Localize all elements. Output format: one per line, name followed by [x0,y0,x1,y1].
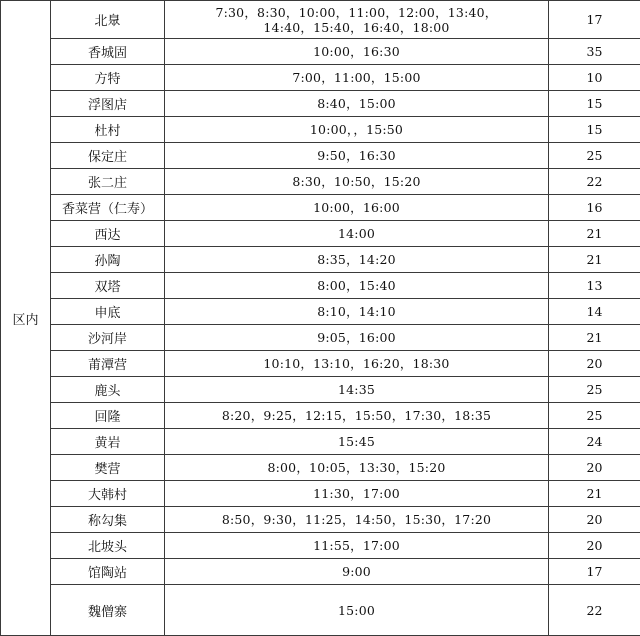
departure-times-line: 14:35 [167,382,546,397]
schedule-body [1,1,640,636]
table-row [1,273,640,299]
stop-name-cell: 香菜营（仁寿） [51,195,165,221]
departure-times-line: 15:00 [167,603,546,618]
region-cell: 区内 [1,1,51,636]
stop-name-cell: 保定庄 [51,143,165,169]
table-row [1,455,640,481]
stop-name-cell: 杜村 [51,117,165,143]
stop-name-cell: 沙河岸 [51,325,165,351]
table-row [1,143,640,169]
count-cell: 22 [549,585,640,636]
departure-times-cell [165,403,549,429]
departure-times-line: 8:35，14:20 [167,252,546,267]
stop-name-cell: 大韩村 [51,481,165,507]
table-row [1,403,640,429]
count-cell: 21 [549,325,640,351]
departure-times-line: 8:10，14:10 [167,304,546,319]
count-cell: 20 [549,507,640,533]
departure-times-cell [165,455,549,481]
departure-times-cell [165,325,549,351]
departure-times-cell [165,169,549,195]
departure-times-line: 10:00，16:00 [167,200,546,215]
departure-times-cell [165,585,549,636]
count-cell: 20 [549,351,640,377]
departure-times-cell [165,481,549,507]
stop-name-cell: 黄岩 [51,429,165,455]
count-cell: 24 [549,429,640,455]
departure-times-cell [165,351,549,377]
departure-times-cell [165,221,549,247]
count-cell: 25 [549,143,640,169]
table-row [1,65,640,91]
count-cell: 21 [549,221,640,247]
count-cell: 13 [549,273,640,299]
departure-times-cell [165,507,549,533]
departure-times-cell [165,195,549,221]
departure-times-line: 15:45 [167,434,546,449]
table-row [1,377,640,403]
count-cell: 17 [549,1,640,39]
departure-times-line: 11:55，17:00 [167,538,546,553]
count-cell: 17 [549,559,640,585]
table-row [1,585,640,636]
stop-name-cell: 西达 [51,221,165,247]
stop-name-cell: 馆陶站 [51,559,165,585]
departure-times-cell [165,559,549,585]
departure-times-line: 9:50，16:30 [167,148,546,163]
departure-times-line: 10:00，，15:50 [167,122,546,137]
departure-times-line: 8:50，9:30，11:25，14:50，15:30，17:20 [167,512,546,527]
table-row [1,559,640,585]
departure-times-cell [165,377,549,403]
table-row [1,481,640,507]
departure-times-line: 8:00，15:40 [167,278,546,293]
stop-name-cell: 莆潭营 [51,351,165,377]
departure-times-line: 10:00，16:30 [167,44,546,59]
departure-times-cell [165,299,549,325]
stop-name-cell: 方特 [51,65,165,91]
stop-name-cell: 鹿头 [51,377,165,403]
table-row [1,1,640,39]
stop-name-cell: 称勾集 [51,507,165,533]
stop-name-cell: 香城固 [51,39,165,65]
stop-name-cell: 申底 [51,299,165,325]
departure-times-line: 8:40，15:00 [167,96,546,111]
table-row [1,247,640,273]
table-row [1,117,640,143]
departure-times-cell [165,91,549,117]
count-cell: 15 [549,117,640,143]
departure-times-line: 8:00，10:05，13:30，15:20 [167,460,546,475]
departure-times-line: 14:00 [167,226,546,241]
departure-times-cell [165,65,549,91]
table-row [1,299,640,325]
departure-times-line: 8:20，9:25，12:15，15:50，17:30，18:35 [167,408,546,423]
stop-name-cell: 樊营 [51,455,165,481]
count-cell: 21 [549,481,640,507]
stop-name-cell: 双塔 [51,273,165,299]
count-cell: 20 [549,533,640,559]
stop-name-cell: 孙陶 [51,247,165,273]
stop-name-cell: 回隆 [51,403,165,429]
count-cell: 20 [549,455,640,481]
count-cell: 21 [549,247,640,273]
table-row [1,169,640,195]
table-row [1,325,640,351]
count-cell: 22 [549,169,640,195]
stop-name-cell: 浮图店 [51,91,165,117]
stop-name-cell: 张二庄 [51,169,165,195]
table-row [1,429,640,455]
table-row [1,195,640,221]
table-row [1,507,640,533]
departure-times-cell [165,1,549,39]
table-row [1,351,640,377]
table-row [1,221,640,247]
count-cell: 16 [549,195,640,221]
departure-times-cell [165,143,549,169]
departure-times-line: 14:40，15:40，16:40，18:00 [167,20,546,35]
count-cell: 15 [549,91,640,117]
count-cell: 25 [549,403,640,429]
departure-times-line: 7:30，8:30，10:00，11:00，12:00，13:40， [167,5,546,20]
count-cell: 10 [549,65,640,91]
departure-times-cell [165,429,549,455]
count-cell: 35 [549,39,640,65]
departure-times-line: 9:05，16:00 [167,330,546,345]
departure-times-line: 9:00 [167,564,546,579]
stop-name-cell: 北坡头 [51,533,165,559]
table-row [1,39,640,65]
departure-times-line: 8:30，10:50，15:20 [167,174,546,189]
departure-times-cell [165,273,549,299]
departure-times-cell [165,117,549,143]
table-row [1,533,640,559]
count-cell: 14 [549,299,640,325]
stop-name-cell: 魏僧寨 [51,585,165,636]
departure-times-line: 11:30，17:00 [167,486,546,501]
departure-times-line: 10:10，13:10，16:20，18:30 [167,356,546,371]
departure-times-cell [165,247,549,273]
departure-times-cell [165,39,549,65]
count-cell: 25 [549,377,640,403]
table-row [1,91,640,117]
departure-times-cell [165,533,549,559]
stop-name-cell: 北臮 [51,1,165,39]
departure-times-line: 7:00，11:00，15:00 [167,70,546,85]
